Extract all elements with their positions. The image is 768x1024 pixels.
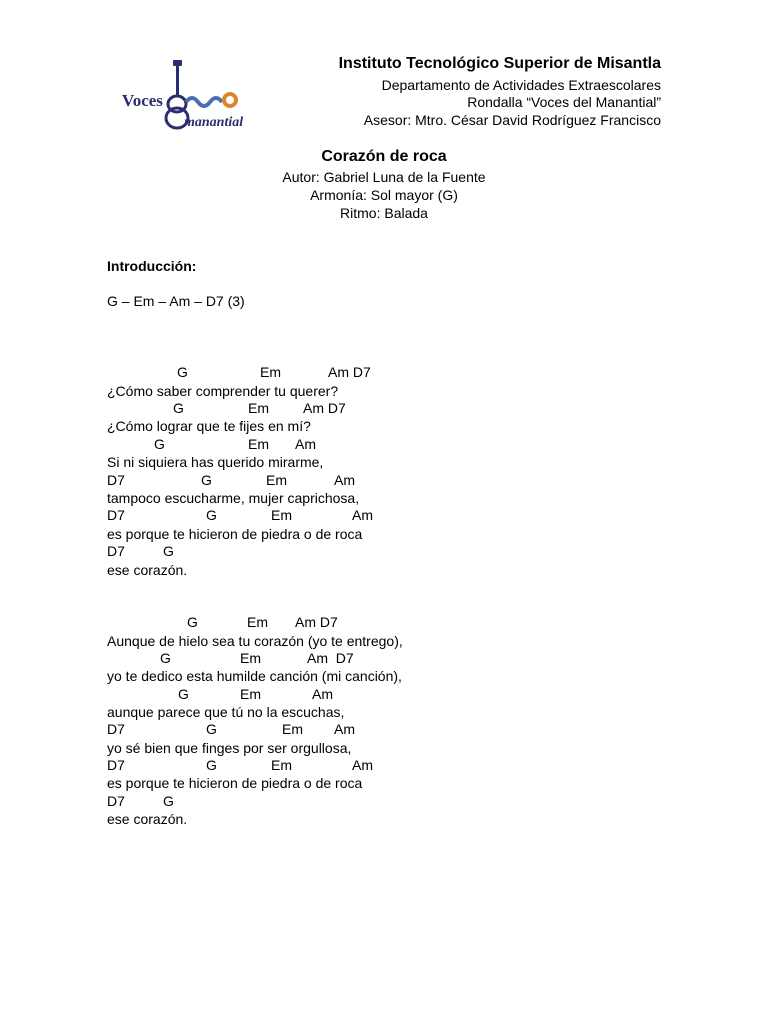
chord: D7 xyxy=(107,757,125,773)
chord: Am xyxy=(312,686,333,702)
wave-icon xyxy=(186,94,236,106)
chord: Am xyxy=(352,507,373,523)
chord: Em xyxy=(260,364,281,380)
lyric-line: aunque parece que tú no la escuchas, xyxy=(107,704,345,720)
chord: Am D7 xyxy=(328,364,371,380)
lyric-line: ¿Cómo lograr que te fijes en mí? xyxy=(107,418,311,434)
song-author: Autor: Gabriel Luna de la Fuente xyxy=(282,169,486,185)
chord: G xyxy=(206,507,217,523)
logo-text-voces: Voces xyxy=(122,91,163,110)
chord: Am D7 xyxy=(307,650,354,666)
lyric-line: tampoco escucharme, mujer caprichosa, xyxy=(107,490,360,506)
chord: G xyxy=(177,364,188,380)
chord: G xyxy=(173,400,184,416)
chord: Am D7 xyxy=(303,400,346,416)
lyric-line: es porque te hicieron de piedra o de roca xyxy=(107,526,363,542)
chord: Em xyxy=(271,507,292,523)
intro-progression: G – Em – Am – D7 (3) xyxy=(107,293,245,309)
rondalla-logo xyxy=(120,58,250,134)
song-harmony: Armonía: Sol mayor (G) xyxy=(310,187,458,203)
advisor-name: Asesor: Mtro. César David Rodríguez Francisco xyxy=(363,112,661,128)
chord: Em xyxy=(240,686,261,702)
chord: G xyxy=(154,436,165,452)
chord: Am xyxy=(352,757,373,773)
chord: G xyxy=(206,721,217,737)
lyric-line: yo te dedico esta humilde canción (mi canción), xyxy=(107,668,402,684)
chord: Am xyxy=(295,436,316,452)
chord: G xyxy=(178,686,189,702)
chord: G xyxy=(201,472,212,488)
chord: D7 xyxy=(107,721,125,737)
lyric-line: Si ni siquiera has querido mirarme, xyxy=(107,454,324,470)
logo-text-manantial: manantial xyxy=(184,115,244,130)
chord: Em xyxy=(240,650,261,666)
institution-name: Instituto Tecnológico Superior de Misantla xyxy=(338,55,661,72)
chord: G xyxy=(206,757,217,773)
chord: Am D7 xyxy=(295,614,338,630)
lyric-line: Aunque de hielo sea tu corazón (yo te entrego), xyxy=(107,633,403,649)
chord: Em xyxy=(247,614,268,630)
lyric-line: ese corazón. xyxy=(107,811,188,827)
chord: Em xyxy=(266,472,287,488)
lyric-line: es porque te hicieron de piedra o de roca xyxy=(107,775,363,791)
chord: D7 xyxy=(107,793,125,809)
chord: Am xyxy=(334,721,355,737)
chord: Am xyxy=(334,472,355,488)
chord: Em xyxy=(282,721,303,737)
lyric-line: ese corazón. xyxy=(107,562,188,578)
chord: G xyxy=(163,543,174,559)
chord: D7 xyxy=(107,507,125,523)
chord: G xyxy=(187,614,198,630)
department-name: Departamento de Actividades Extraescolares xyxy=(381,77,661,93)
chord: Em xyxy=(248,400,269,416)
intro-heading: Introducción: xyxy=(107,258,197,274)
ensemble-name: Rondalla “Voces del Manantial” xyxy=(467,94,661,110)
chord: D7 xyxy=(107,543,125,559)
chord: G xyxy=(163,793,174,809)
chord: Em xyxy=(248,436,269,452)
chord: G xyxy=(160,650,171,666)
lyric-line: ¿Cómo saber comprender tu querer? xyxy=(107,383,339,399)
song-title: Corazón de roca xyxy=(321,148,447,165)
lyric-line: yo sé bien que finges por ser orgullosa, xyxy=(107,740,352,756)
song-rhythm: Ritmo: Balada xyxy=(340,205,428,221)
chord: Em xyxy=(271,757,292,773)
chord: D7 xyxy=(107,472,125,488)
